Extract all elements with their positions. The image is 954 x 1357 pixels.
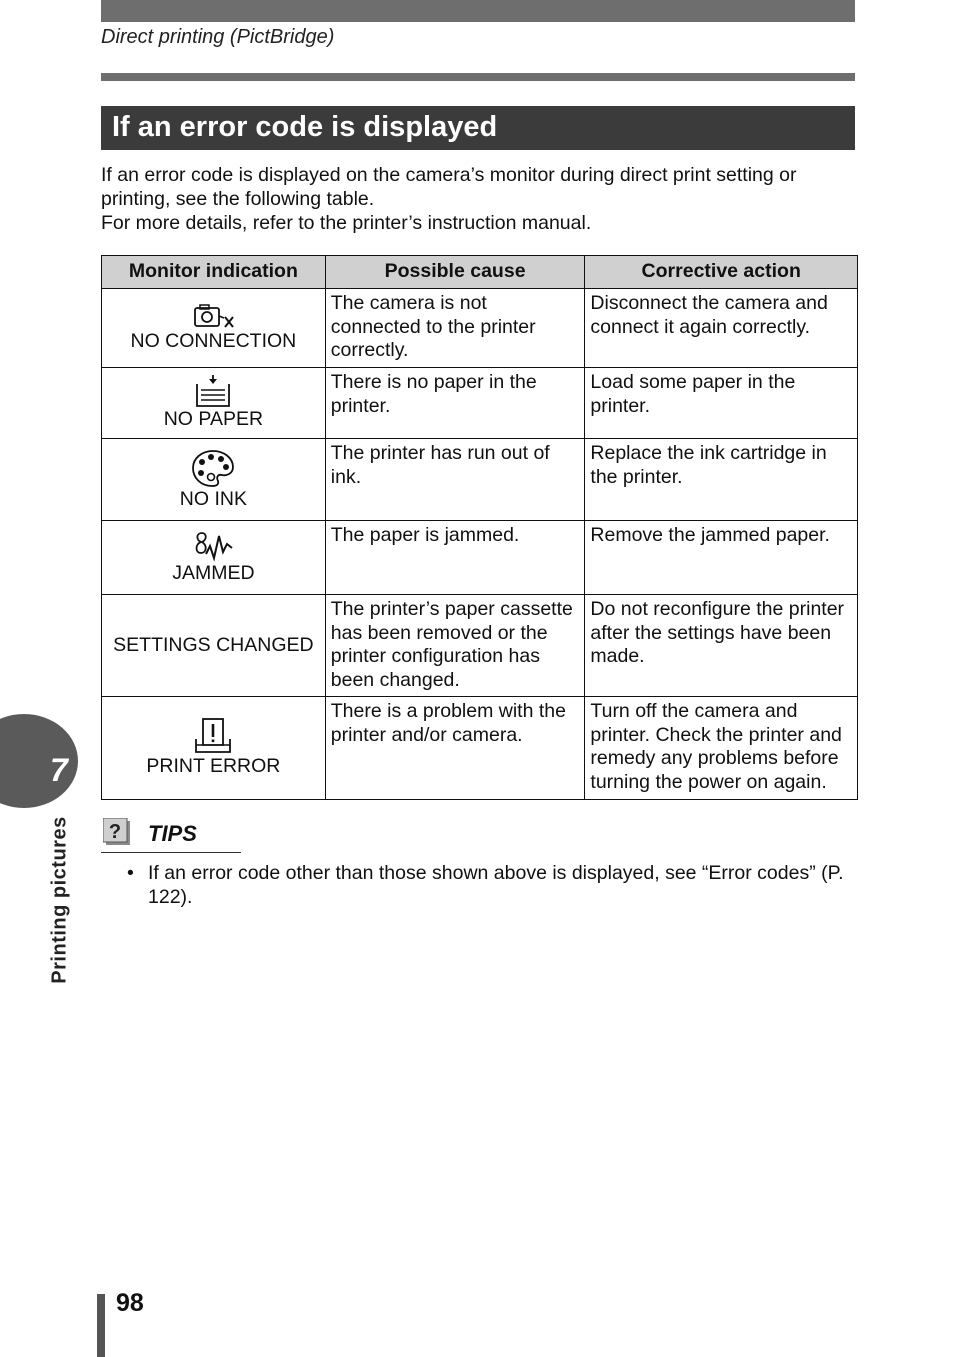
indication-label: NO CONNECTION — [130, 330, 297, 353]
possible-cause-cell: The printer has run out of ink. — [325, 439, 585, 521]
ink-palette-icon — [190, 448, 236, 488]
indication-label: JAMMED — [172, 561, 255, 584]
table-row — [102, 595, 858, 697]
monitor-indication-cell — [102, 697, 326, 800]
paper-tray-icon — [193, 374, 233, 408]
corrective-action-cell: Do not reconfigure the printer after the settings have been made. — [585, 595, 858, 697]
corrective-action-cell: Turn off the camera and printer. Check the printer and remedy any problems before turning the power on again. — [585, 697, 858, 800]
error-code-table — [101, 255, 858, 800]
header-rule — [101, 73, 855, 81]
corrective-action-cell: Disconnect the camera and connect it again correctly. — [585, 289, 858, 368]
svg-text:?: ? — [108, 821, 122, 843]
table-header-row — [102, 256, 858, 289]
monitor-indication-cell — [102, 368, 326, 439]
corrective-action-cell: Load some paper in the printer. — [585, 368, 858, 439]
header-bar — [101, 0, 855, 22]
table-row — [102, 521, 858, 595]
possible-cause-cell: There is no paper in the printer. — [325, 368, 585, 439]
tip-text: If an error code other than those shown above is displayed, see “Error codes” (P. 122). — [148, 862, 844, 908]
question-mark-icon — [103, 818, 131, 846]
monitor-indication-cell — [102, 289, 326, 368]
printer-error-icon — [193, 717, 233, 755]
bullet-marker: • — [127, 862, 134, 884]
indication-label: NO INK — [179, 487, 247, 510]
camera-disconnected-icon — [187, 302, 239, 330]
section-title: If an error code is displayed — [112, 111, 498, 143]
tips-divider — [101, 852, 241, 853]
table-row — [102, 697, 858, 800]
possible-cause-cell: The paper is jammed. — [325, 521, 585, 595]
monitor-indication-cell — [102, 439, 326, 521]
section-title-bar — [101, 106, 855, 150]
indication-label: PRINT ERROR — [146, 755, 281, 778]
page-number-bar — [97, 1294, 105, 1357]
tips-title: TIPS — [148, 821, 197, 846]
intro-paragraph-1: If an error code is displayed on the camera’s monitor during direct print setting or printing, see the following table. — [101, 164, 797, 210]
intro-text — [101, 163, 861, 235]
indication-label: SETTINGS CHANGED — [113, 633, 314, 656]
column-header-monitor-indication: Monitor indication — [102, 256, 326, 289]
corrective-action-cell: Remove the jammed paper. — [585, 521, 858, 595]
intro-paragraph-2: For more details, refer to the printer’s instruction manual. — [101, 212, 592, 234]
monitor-indication-cell — [102, 595, 326, 697]
table-row — [102, 439, 858, 521]
corrective-action-cell: Replace the ink cartridge in the printer. — [585, 439, 858, 521]
possible-cause-cell: The camera is not connected to the printer correctly. — [325, 289, 585, 368]
paper-jam-icon — [192, 530, 234, 562]
chapter-number: 7 — [50, 752, 68, 788]
running-head: Direct printing (PictBridge) — [101, 26, 335, 48]
possible-cause-cell: The printer’s paper cassette has been removed or the printer configuration has been changed. — [325, 595, 585, 697]
page-number: 98 — [116, 1289, 144, 1317]
indication-label: NO PAPER — [163, 408, 264, 431]
table-row — [102, 289, 858, 368]
chapter-label: Printing pictures — [48, 816, 71, 984]
possible-cause-cell: There is a problem with the printer and/or camera. — [325, 697, 585, 800]
list-item — [127, 861, 855, 909]
column-header-possible-cause: Possible cause — [325, 256, 585, 289]
monitor-indication-cell — [102, 521, 326, 595]
table-row — [102, 368, 858, 439]
column-header-corrective-action: Corrective action — [585, 256, 858, 289]
